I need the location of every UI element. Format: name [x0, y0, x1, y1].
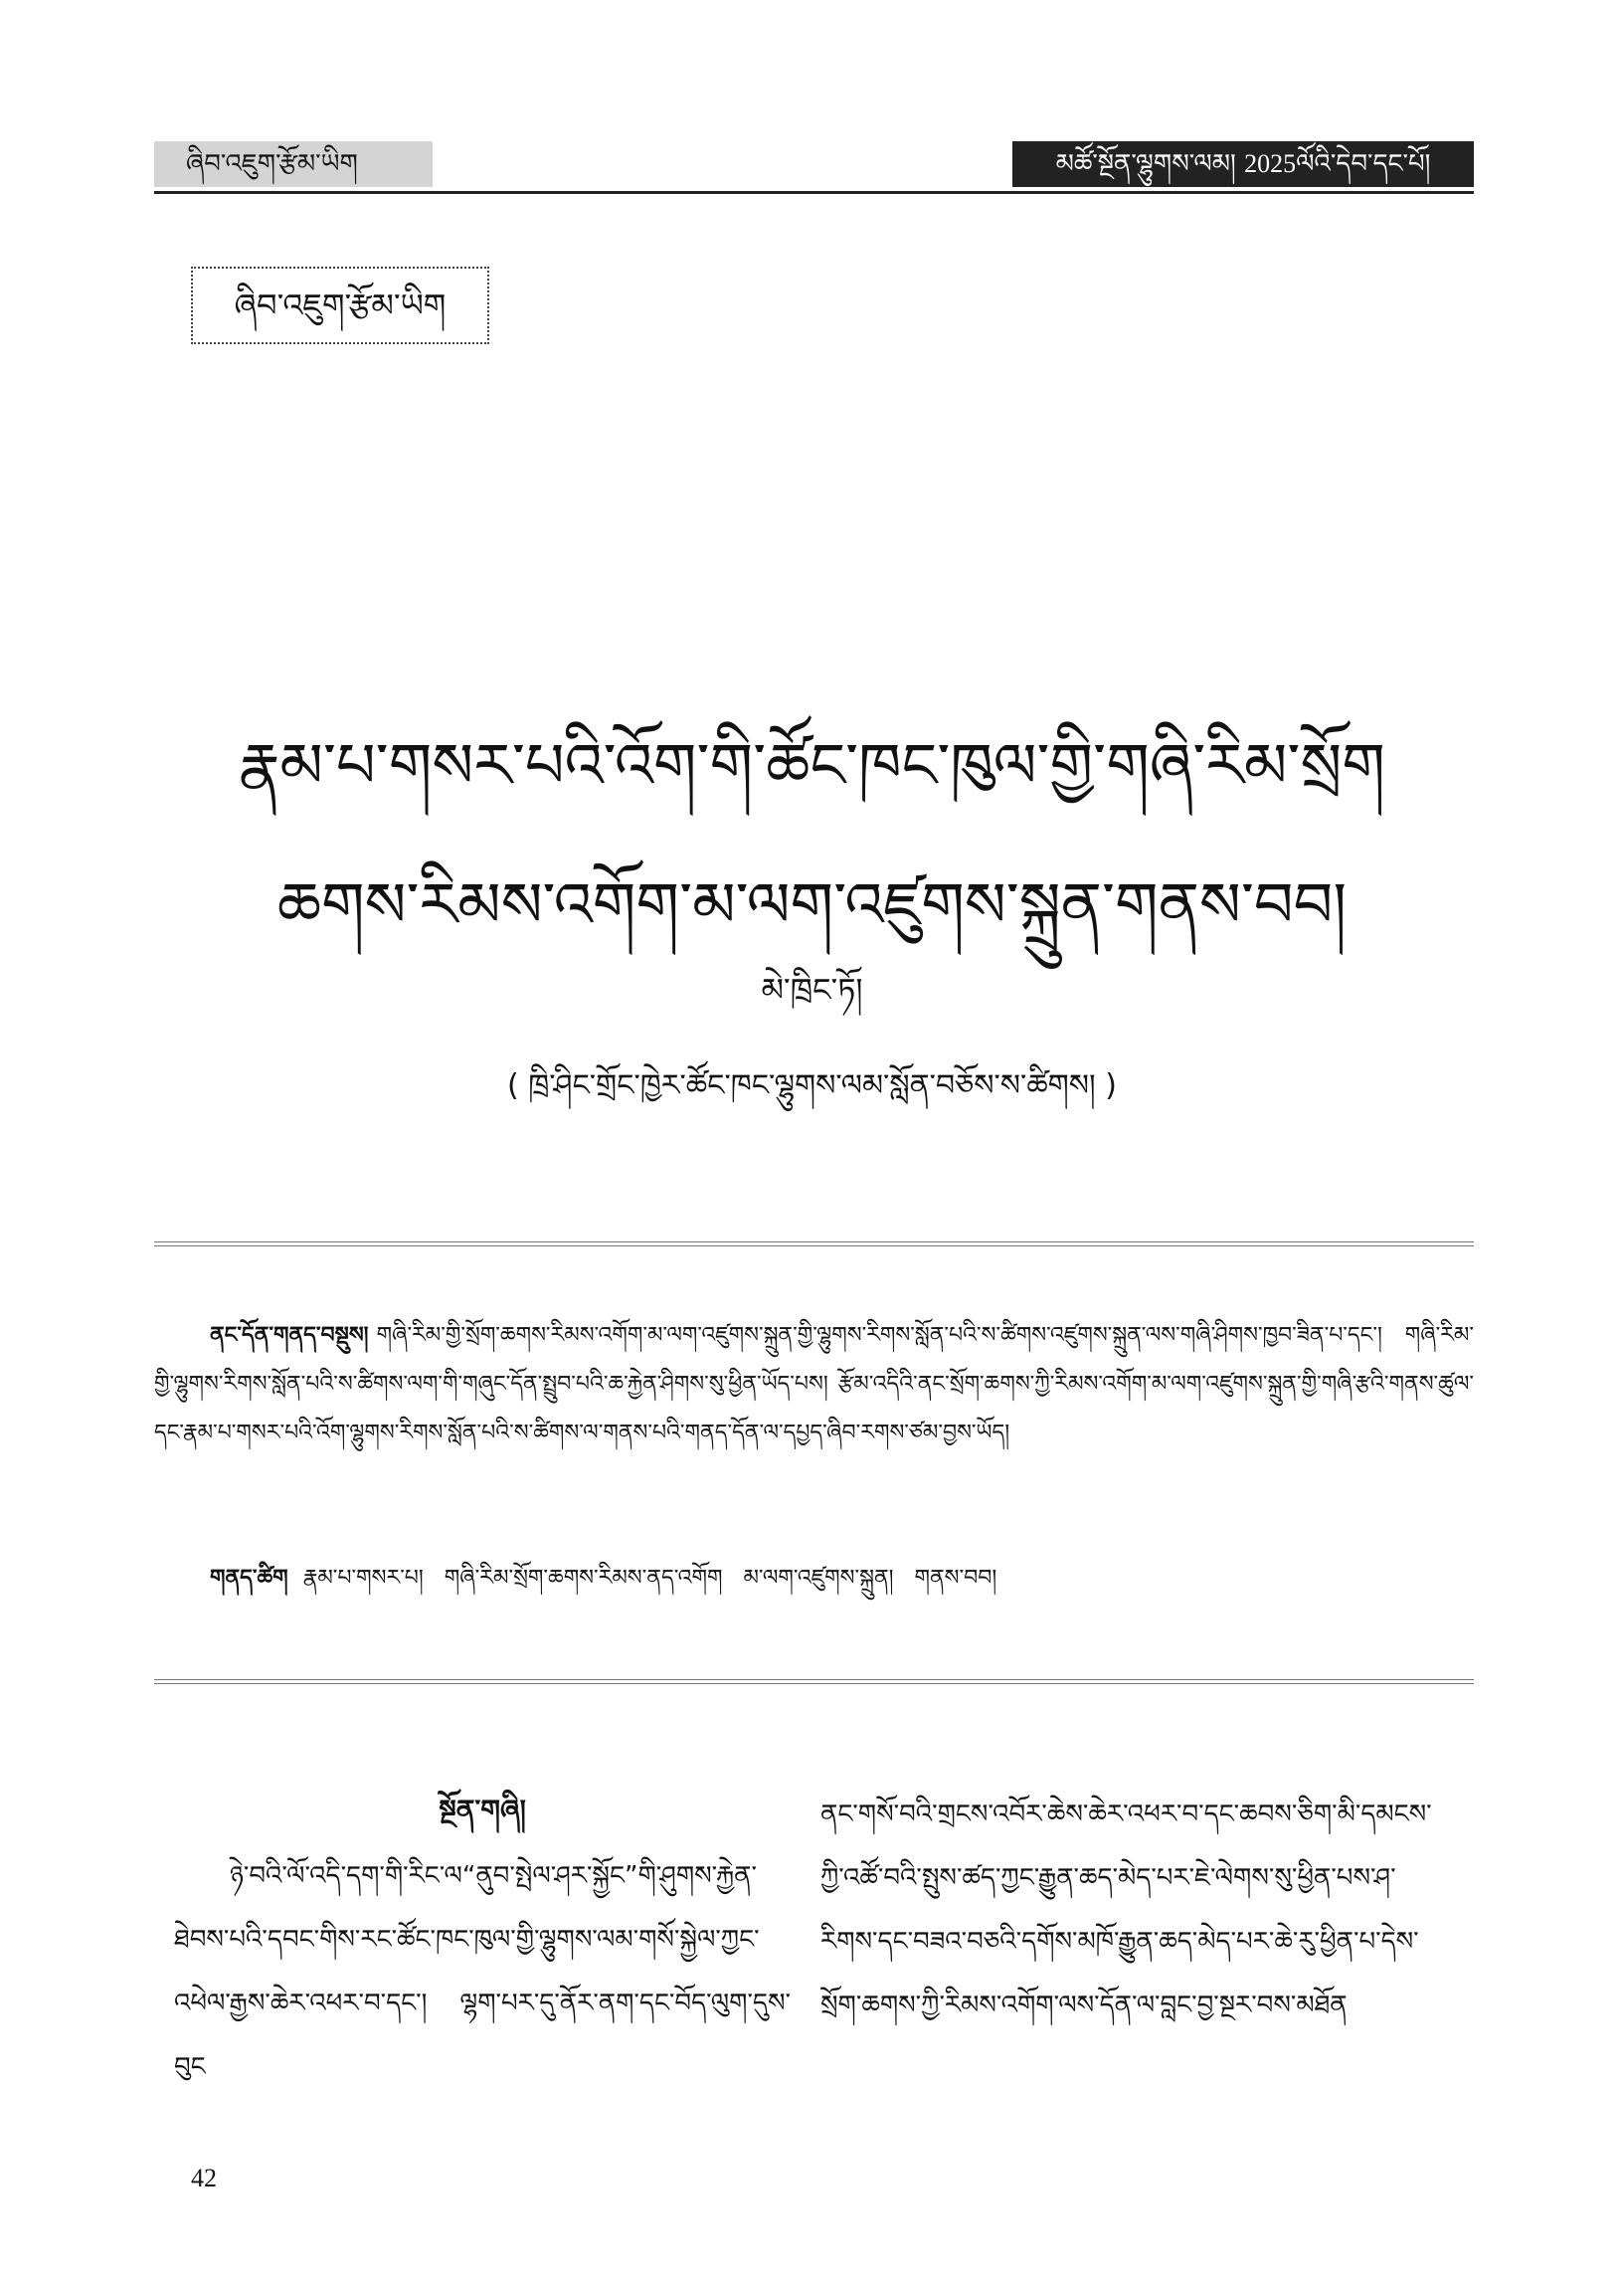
keyword-item: གནས་བབ།	[914, 1566, 997, 1591]
body-paragraph: ནང་གསོ་བའི་གྲངས་འབོར་ཆེས་ཆེར་འཕར་བ་དང་ཆབས་ཅིག་མི་དམངས་ཀྱི་འཚོ་བའི་སྤུས་ཚད་ཀྱང་རྒྱུན་ཆད་མེད་པར་ཇེ་ལེགས་སུ་ཕྱིན་པས་ཤ་རིགས་དང་བཟའ་བཅའི་དགོས་མཁོ་རྒྱུན་ཆད་མེད་པར་ཆེ་རུ་ཕྱིན་པ་དེས་སྲོག་ཆགས་ཀྱི་རིམས་འགོག་ལས་དོན་ལ་བླང་བྱ་སྔར་བས་མཐོན	[820, 1800, 1432, 2020]
header-rule	[154, 191, 1474, 194]
journal-name: མཚོ་སྔོན་ལྷུགས་ལམ།	[1055, 149, 1236, 179]
section-label-box: ཞིབ་འཇུག་རྩོམ་ཡིག	[191, 267, 489, 344]
keyword-item: མ་ལག་འཛུགས་སྐྲུན།	[743, 1566, 894, 1591]
intro-paragraph: ཉེ་བའི་ལོ་འདི་དག་གི་རིང་ལ“ནུབ་སྤེལ་ཤར་སྐྱོང”གི་ཤུགས་རྐྱེན་ཐེབས་པའི་དབང་གིས་རང་ཚོང་ཁང་ཁུལ་གྱི་ལྷུགས་ལམ་གསོ་སྐྱེལ་ཀྱང་འཕེལ་རྒྱས་ཆེར་འཕར་བ་དང་། ལྷག་པར་དུ་ནོར་ནག་དང་བོད་ལུག་དུས་བུང	[174, 1861, 791, 2082]
page-number: 42	[191, 2164, 217, 2192]
body-column-left	[174, 1781, 791, 2099]
abstract-bottom-rule	[154, 1679, 1474, 1684]
keywords-label: གནད་ཚིག	[210, 1566, 288, 1591]
header-journal-info	[1012, 141, 1474, 187]
article-title-line2: ཆགས་རིམས་འགོག་མ་ལག་འཛུགས་སྐྲུན་གནས་བབ།	[276, 868, 1348, 941]
abstract-top-rule	[154, 1241, 1474, 1246]
author-affiliation: ( ཁྲི་ཤིང་གྲོང་ཁྱེར་ཚོང་ཁང་ལྷུགས་ལམ་སློན་བཅོས་ས་ཚིགས། )	[507, 1068, 1117, 1103]
abstract	[154, 1311, 1474, 1457]
keyword-item: གཞི་རིམ་སྲོག་ཆགས་རིམས་ནད་འགོག	[444, 1566, 723, 1591]
intro-heading: སྔོན་གཞི།	[439, 1794, 526, 1826]
body-column-right	[820, 1783, 1437, 2037]
abstract-text: གཞི་རིམ་གྱི་སྲོག་ཆགས་རིམས་འགོག་མ་ལག་འཛུགས་སྐྲུན་གྱི་ལྷུགས་རིགས་སློན་པའི་ས་ཚིགས་འཛུགས་སྐྲུན་ལས་གཞི་ཤིགས་ཁྱབ་ཟིན་པ་དང་། གཞི་རིམ་གྱི་ལྷུགས་རིགས་སློན་པའི་ས་ཚིགས་ལག་གི་གཞུང་དོན་སྤྲུབ་པའི་ཆ་རྐྱེན་ཤིགས་སུ་ཕྱིན་ཡོད་པས། རྩོམ་འདིའི་ནང་སྲོག་ཆགས་ཀྱི་རིམས་འགོག་མ་ལག་འཛུགས་སྐྲུན་གྱི་གཞི་རྩའི་གནས་ཚུལ་དང་རྣམ་པ་གསར་པའི་འོག་ལྷུགས་རིགས་སློན་པའི་ས་ཚིགས་ལ་གནས་པའི་གནད་དོན་ལ་དཔྱད་ཞིབ་རགས་ཙམ་བྱས་ཡོད།	[154, 1323, 1474, 1445]
journal-year: 2025	[1244, 149, 1297, 178]
author-name: མེ་ཁྲིང་ཏོ།	[761, 971, 863, 1009]
abstract-label: ནང་དོན་གནད་བསྡུས།	[210, 1323, 369, 1348]
keyword-item: རྣམ་པ་གསར་པ།	[302, 1566, 424, 1591]
keywords	[154, 1554, 1474, 1603]
journal-issue: ལོའི་དེབ་དང་པོ།	[1296, 149, 1431, 179]
article-title-line1: རྣམ་པ་གསར་པའི་འོག་གི་ཚོང་ཁང་ཁུལ་གྱི་གཞི་རིམ་སྲོག	[239, 729, 1385, 802]
header-section-label: ཞིབ་འཇུག་རྩོམ་ཡིག	[154, 141, 433, 187]
